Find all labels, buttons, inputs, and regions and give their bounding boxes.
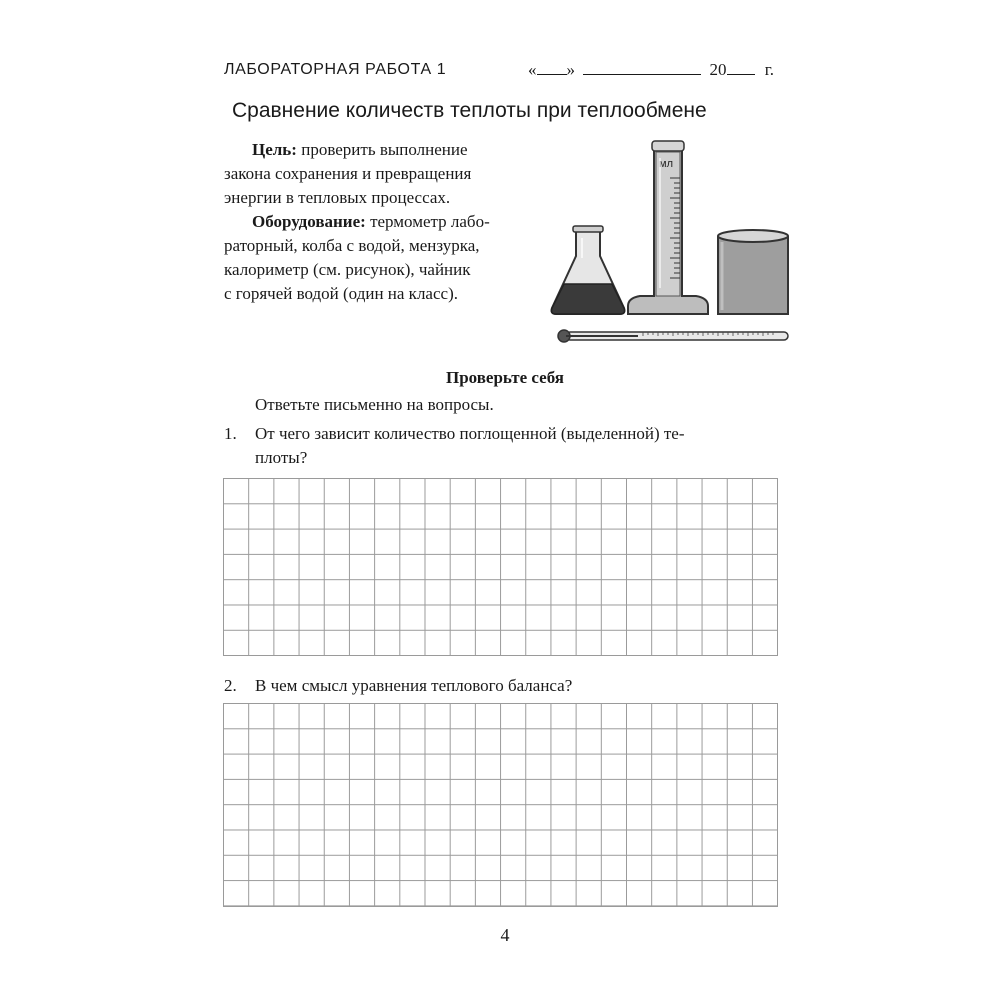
date-close-quote: » [566, 60, 575, 79]
answer-grid-1[interactable] [223, 478, 778, 656]
cylinder-unit-label: мл [659, 158, 673, 170]
month-blank[interactable] [583, 60, 701, 75]
year-suffix: г. [764, 60, 775, 79]
question-text-line-1: От чего зависит количество поглощенной (выделенной) те- [255, 424, 685, 443]
equipment-label: Оборудование: [252, 212, 366, 231]
intro-block [224, 138, 542, 306]
year-blank[interactable] [727, 60, 755, 75]
lab-work-label: ЛАБОРАТОРНАЯ РАБОТА 1 [224, 61, 447, 78]
page-title: Сравнение количеств теплоты при теплообмене [232, 99, 707, 122]
flask-icon [552, 226, 625, 314]
year-prefix: 20 [709, 60, 727, 79]
question-number: 2. [224, 676, 237, 695]
equipment-text-2: раторный, колба с водой, мензурка, [224, 236, 480, 255]
thermometer-icon [558, 330, 788, 342]
lab-equipment-illustration [548, 138, 798, 353]
goal-text-3: энергии в тепловых процессах. [224, 188, 451, 207]
goal-label: Цель: [252, 140, 297, 159]
date-open-quote: « [528, 60, 537, 79]
check-section-title: Проверьте себя [446, 368, 564, 387]
question-text-line-2: плоты? [255, 448, 308, 467]
check-instruction: Ответьте письменно на вопросы. [255, 395, 494, 414]
question-text-line-1: В чем смысл уравнения теплового баланса? [255, 676, 573, 695]
goal-text-2: закона сохранения и превращения [224, 164, 472, 183]
answer-grid-2[interactable] [223, 703, 778, 907]
question-number: 1. [224, 424, 237, 443]
goal-text-1: проверить выполнение [296, 140, 468, 159]
day-blank[interactable] [537, 60, 567, 75]
equipment-text-3: калориметр (см. рисунок), чайник [224, 260, 471, 279]
equipment-text-4: с горячей водой (один на класс). [224, 284, 458, 303]
date-field [528, 60, 774, 80]
page-number: 4 [500, 925, 510, 945]
calorimeter-icon [718, 230, 788, 314]
equipment-text-1: термометр лабо- [365, 212, 490, 231]
measuring-cylinder-icon [628, 141, 708, 314]
